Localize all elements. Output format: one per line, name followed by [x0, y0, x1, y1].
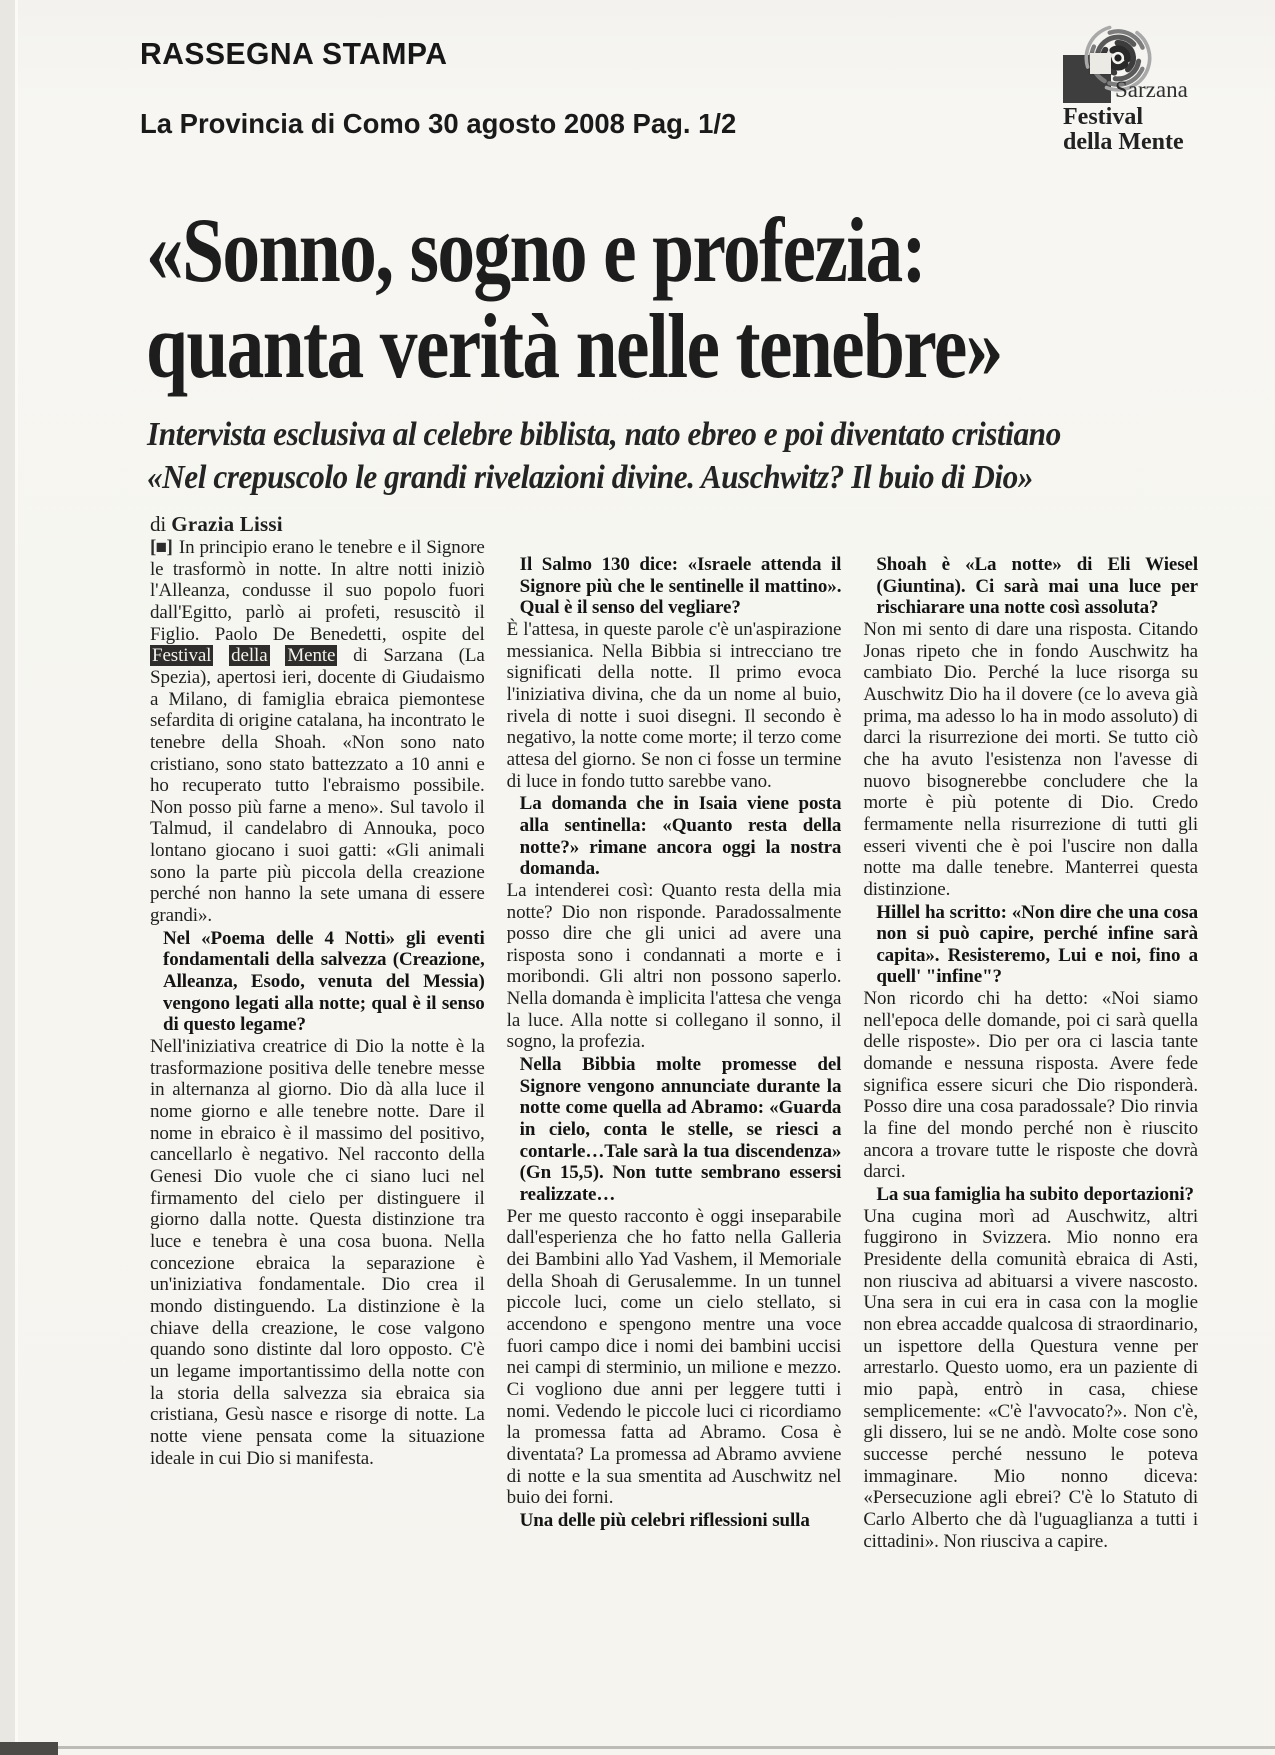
interview-question-6: Hillel ha scritto: «Non dire che una cosa non si può capire, perché infine sarà capita». Resisteremo, Lui e noi, fino a quell' "infine"?	[876, 901, 1199, 988]
lead-paragraph	[150, 537, 485, 927]
logo-small-light-square	[1090, 53, 1111, 74]
interview-question-7: La sua famiglia ha subito deportazioni?	[876, 1184, 1194, 1206]
interview-question-2: Il Salmo 130 dice: «Israele attenda il Signore più che le sentinelle il mattino». Qual è il senso del vegliare?	[519, 554, 842, 619]
interview-answer-2: È l'attesa, in queste parole c'è un'aspirazione messianica. Nella Bibbia si intrecciano tre significati della notte. Il primo evoca l'iniziativa divina, che da un nome al buio, rivela di notte i suoi disegni. Il secondo è negativo, la notte come morte; il terzo come attesa del giorno. Se non ci fosse un termine di luce in fondo tutto sarebbe vano.	[506, 618, 842, 792]
column-3	[863, 513, 1198, 1552]
lead-text-part-1: In principio erano le tenebre e il Signore le trasformò in notte. In altre notti iniziò l'Alleanza, condusse il suo popolo fuori dall'Egitto, parlò ai profeti, resuscitò il Figlio. Paolo De Benedetti, ospite del	[150, 536, 485, 645]
interview-answer-3: La intenderei così: Quanto resta della mia notte? Dio non risponde. Paradossalmente posso dire che gli unici ad avere una risposta sono i condannati a morte e i moribondi. Gli altri non possono saperlo. Nella domanda è implicita l'attesa che venga la luce. Alla notte si collegano il sonno, il sogno, la profezia.	[506, 879, 842, 1053]
article-headline	[146, 199, 1002, 397]
festival-highlight-word-1: Festival	[152, 645, 212, 667]
festival-della-mente-logo	[1040, 22, 1260, 162]
interview-answer-5: Non mi sento di dare una risposta. Citando Jonas ripeto che in fondo Auschwitz ha cambiato Dio. Perché la luce risorga su Auschwitz Dio ha il dovere (ce lo aveva già prima, ma adesso lo ha in modo assoluto) di darci la risurrezione dei morti. Se tutto ciò che ha avuto l'esistenza non l'avesse di nuovo bisognerebbe concludere che la morte è più potente di Dio. Credo fermamente nella risurrezione di tutti gli esseri viventi che è poi l'uscire non dalla notte ma dalle tenebre. Manterrei questa distinzione.	[863, 618, 1199, 900]
byline-prefix: di	[150, 512, 172, 536]
headline-line-1: «Sonno, sogno e profezia:	[146, 199, 926, 301]
article-standfirst	[147, 414, 1061, 500]
interview-answer-1: Nell'iniziativa creatrice di Dio la notte è la trasformazione positiva delle tenebre messe in alternanza al giorno. Dio dà alla luce il nome giorno e alle tenebre notte. Dare il nome in ebraico è il massimo del positivo, cancellarlo è negativo. Nel racconto della Genesi Dio vuole che ci siano luci nel firmamento del cielo per distinguere il giorno dalla notte. Questa distinzione tra luce e tenebra è una cosa buona. Nella concezione ebraica la separazione è un'iniziativa fondamentale. Dio crea il mondo distinguendo. La distinzione è la chiave della creazione, le cose valgono quando sono distinte dal loro opposto. C'è un legame importantissimo della notte con la storia della salvezza sia ebraica sia cristiana, Gesù nasce e risorge di notte. La notte viene pensata come la situazione ideale in cui Dio si manifesta.	[150, 1036, 485, 1469]
lead-text-part-2: di Sarzana (La Spezia), apertosi ieri, docente di Giudaismo a Milano, di famiglia ebraica piemontese sefardita di origine catalana, ha incontrato le tenebre della Shoah. «Non sono nato cristiano, sono stato battezzato a 10 anni e ho recuperato tutto l'ebraismo possibile. Non posso più farne a meno». Sul tavolo il Talmud, il candelabro di Annouka, poco lontano giocano i suoi gatti: «Gli animali sono la parte più piccola della creazione perché non hanno la sete umana di essere grandi».	[150, 645, 485, 927]
interview-question-4: Nella Bibbia molte promesse del Signore vengono annunciate durante la notte come quella ad Abramo: «Guarda in cielo, conta le stelle, se riesci a contarle…Tale sarà la tua discendenza» (Gn 15,5). Non tutte sembrano essersi realizzate…	[519, 1054, 842, 1206]
logo-festival-label: Festival	[1063, 104, 1143, 130]
interview-answer-7: Una cugina morì ad Auschwitz, altri fuggirono in Svizzera. Mio nonno era Presidente della comunità ebraica di Asti, non riusciva ad abituarsi a vivere nascosto. Una sera in cui era in casa con la moglie non ebrea accadde qualcosa di straordinario, un ispettore della Questura venne per arrestarlo. Questo uomo, era un paziente di mio papà, entrò in casa, chiese semplicemente: «C'è l'avvocato?». Non c'è, gli dissero, lui se ne andò. Molte cose sono successe perché nessuno le poteva immaginare. Mio nonno diceva: «Persecuzione agli ebrei? C'è lo Statuto di Carlo Alberto che dà l'uguaglianza a tutti i cittadini». Non riusciva a capire.	[863, 1205, 1199, 1552]
standfirst-line-1: Intervista esclusiva al celebre biblista, nato ebreo e poi diventato cristiano	[147, 416, 1061, 453]
byline-author: Grazia Lissi	[171, 512, 283, 536]
byline	[150, 513, 485, 537]
festival-highlight-word-3: Mente	[287, 645, 336, 667]
festival-highlight-word-2: della	[231, 645, 268, 667]
logo-city-label: Sarzana	[1115, 77, 1188, 102]
interview-question-5-end: Shoah è «La notte» di Eli Wiesel (Giuntina). Ci sarà mai una luce per rischiarare una notte così assoluta?	[876, 554, 1199, 619]
interview-question-5-start: Una delle più celebri riflessioni sulla	[519, 1509, 810, 1531]
headline-line-2: quanta verità nelle tenebre»	[146, 294, 1002, 397]
paragraph-start-marker: [■]	[150, 536, 172, 558]
column-1	[150, 513, 485, 1552]
source-date-page-line: La Provincia di Como 30 agosto 2008 Pag. 1/2	[140, 108, 737, 139]
interview-answer-4: Per me questo racconto è oggi inseparabile dall'esperienza che ho fatto nella Galleria dei Bambini allo Yad Vashem, il Memoriale della Shoah di Gerusalemme. In un tunnel piccole luci, come un cielo stellato, si accendono e spengono mentre una voce fuori campo dice i nomi dei bambini uccisi nei campi di sterminio, un milione e mezzo. Ci vogliono due anni per leggere tutti i nomi. Vedendo le piccole luci ci ricordiamo la promessa fatta ad Abramo. Cosa è diventata? La promessa ad Abramo avviene di notte e la sua smentita ad Auschwitz nel buio dei forni.	[506, 1205, 842, 1509]
press-review-label: RASSEGNA STAMPA	[140, 36, 448, 71]
interview-question-3: La domanda che in Isaia viene posta alla sentinella: «Quanto resta della notte?» rimane ancora oggi la nostra domanda.	[519, 793, 842, 880]
scan-bottom-corner-mark	[0, 1742, 58, 1755]
interview-answer-6: Non ricordo chi ha detto: «Noi siamo nell'epoca delle domande, poi ci sarà quella delle risposte». Dio per ora ci lascia tante domande e nessuna risposta. Avere fede significa essere sicuri che Dio risponderà. Posso dire una cosa paradossale? Dio rinvia la fine del mondo perché non è riuscito ancora a trovare tutte le risposte che dovrà darci.	[863, 988, 1199, 1183]
standfirst-line-2: «Nel crepuscolo le grandi rivelazioni divine. Auschwitz? Il buio di Dio»	[147, 458, 1033, 496]
scan-left-edge	[0, 0, 15, 1755]
scan-left-edge-highlight	[15, 0, 18, 1755]
interview-question-1: Nel «Poema delle 4 Notti» gli eventi fondamentali della salvezza (Creazione, Alleanza, Esodo, venuta del Messia) vengono legati alla notte; qual è il senso di questo legame?	[163, 927, 485, 1036]
column-2	[507, 513, 842, 1552]
logo-della-mente-label: della Mente	[1063, 129, 1184, 155]
article-columns	[150, 513, 1198, 1552]
scan-bottom-line	[40, 1746, 1275, 1749]
